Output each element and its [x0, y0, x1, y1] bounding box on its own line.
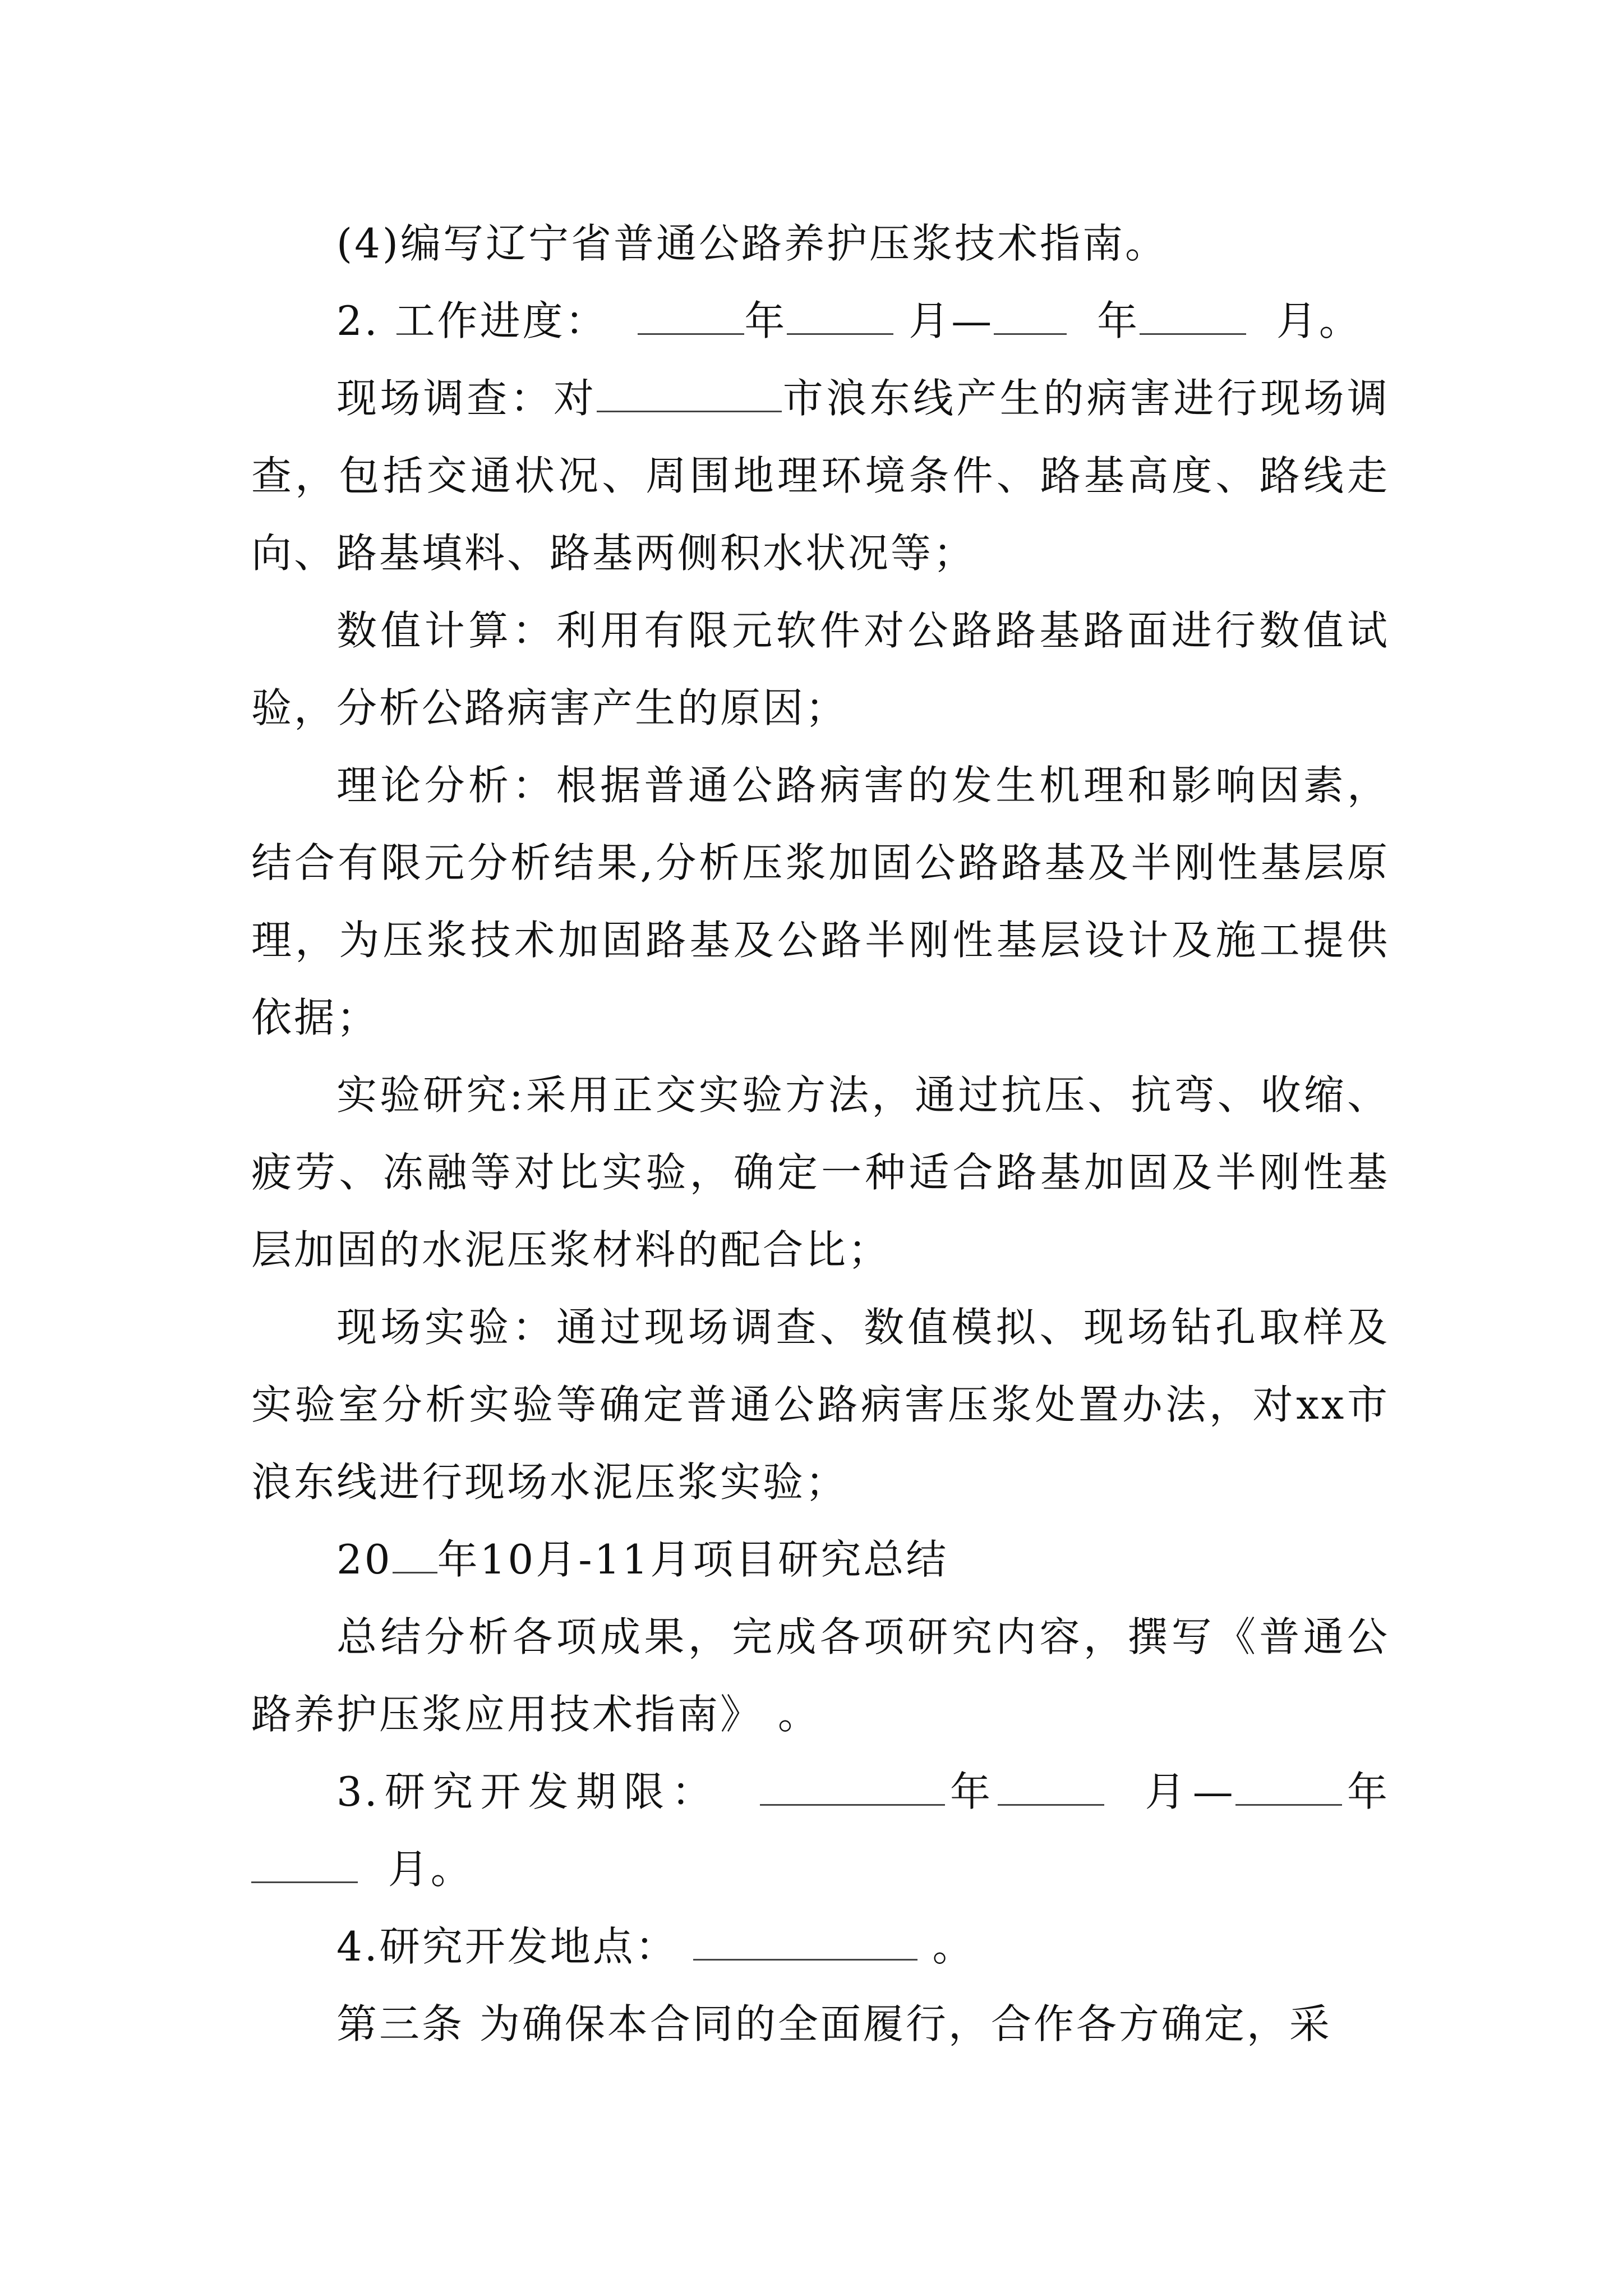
schedule-month-2: 月。: [1276, 297, 1362, 344]
location-lead: 4.研究开发地点：: [336, 1923, 678, 1970]
paragraph-6-experiment-research: 实验研究:采用正交实验方法，通过抗压、抗弯、收缩、疲劳、冻融等对比实验，确定一种适合路基加固及半刚性基层加固的水泥压浆材料的配合比；: [251, 1071, 1390, 1273]
blank-field[interactable]: [1235, 1769, 1342, 1806]
blank-field[interactable]: [994, 298, 1067, 335]
paragraph-12-article-three: 第三条 为确保本合同的全面履行，合作各方确定，采: [336, 2000, 1332, 2047]
schedule-month-1: 月—: [909, 297, 994, 344]
paragraph-5-theory-analysis: 理论分析：根据普通公路病害的发生机理和影响因素，结合有限元分析结果,分析压浆加固公路路基及半刚性基层原理，为压浆技术加固路基及公路半刚性基层设计及施工提供依据；: [251, 762, 1390, 1041]
location-end: 。: [932, 1923, 975, 1970]
schedule-year-1: 年: [744, 297, 787, 344]
blank-field[interactable]: [597, 376, 782, 412]
blank-field[interactable]: [760, 1769, 945, 1806]
paragraph-2-work-schedule: [251, 282, 1390, 360]
paragraph-1: (4)编写辽宁省普通公路养护压浆技术指南。: [336, 220, 1168, 267]
blank-field[interactable]: [787, 298, 893, 335]
period-lead: 3.研究开发期限：: [336, 1768, 720, 1815]
summary-year-prefix: 20: [336, 1536, 393, 1583]
schedule-lead: 2. 工作进度：: [336, 297, 608, 344]
paragraph-4-numerical-calc: 数值计算：利用有限元软件对公路路基路面进行数值试验，分析公路病害产生的原因；: [251, 607, 1390, 731]
paragraph-10-dev-period: [251, 1753, 1390, 1908]
blank-field[interactable]: [251, 1847, 358, 1883]
period-month-2: 月。: [388, 1846, 473, 1893]
blank-field[interactable]: [693, 1924, 917, 1961]
paragraph-9-summary: 总结分析各项成果，完成各项研究内容，撰写《普通公路养护压浆应用技术指南》 。: [251, 1613, 1390, 1738]
period-month-1: 月—: [1145, 1768, 1235, 1815]
survey-rest: 市浪东线产生的病害进行现场调查，包括交通状况、周围地理环境条件、路基高度、路线走向、路基填料、路基两侧积水状况等；: [251, 375, 1390, 577]
blank-field[interactable]: [1140, 298, 1246, 335]
document-body: [251, 205, 1390, 2063]
schedule-year-2: 年: [1097, 297, 1140, 344]
summary-rest: 年10月-11月项目研究总结: [437, 1536, 949, 1583]
paragraph-8-summary-date: [251, 1521, 1390, 1598]
period-year-1: 年: [944, 1768, 998, 1815]
paragraph-3-site-survey: [251, 360, 1390, 592]
blank-field[interactable]: [393, 1537, 437, 1573]
paragraph-11-dev-location: [251, 1908, 1390, 1985]
blank-field[interactable]: [638, 298, 744, 335]
paragraph-7-field-experiment: 现场实验：通过现场调查、数值模拟、现场钻孔取样及实验室分析实验等确定普通公路病害压浆处置办法，对xx市浪东线进行现场水泥压浆实验；: [251, 1304, 1390, 1506]
blank-field[interactable]: [998, 1769, 1104, 1806]
period-year-2: 年: [1341, 1768, 1390, 1815]
survey-lead: 现场调查：对: [336, 375, 597, 422]
